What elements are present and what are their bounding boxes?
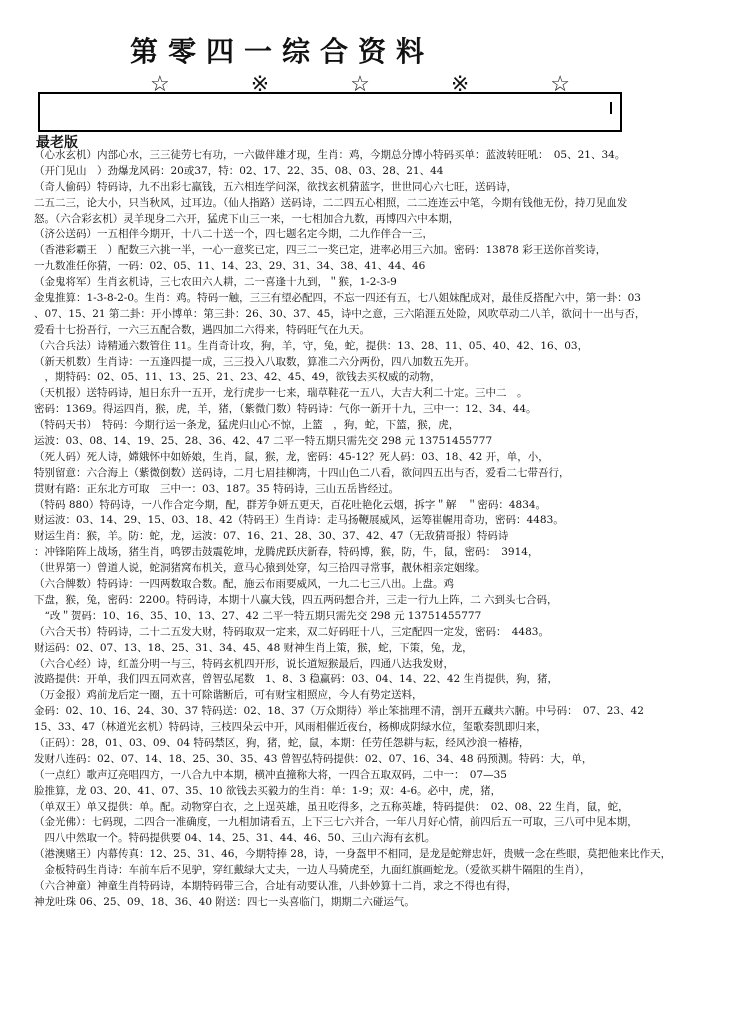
text-line: 贯财有路：正东北方可取 三中一：03、187。35 特码诗，三山五岳皆经过。 — [34, 482, 400, 495]
page-title: 第零四一综合资料 — [130, 35, 435, 68]
text-line: 特别留意：六合海上（紫微倒数）送码诗，二月七眉挂柳湾，十四山色二八看，欲问四五出与否，爱看二七带吾行， — [34, 466, 570, 479]
text-line: （六合兵法）诗精通六数管住 11。生肖奇计攻，狗，羊，守，兔，蛇，提供：13、28、11、05、40、42、16、03， — [34, 339, 589, 352]
text-line: （一点红）歌声辽亮唱四方，一八合九中本期，横冲直撞称大将，一四合五取双码，二中一： 07—35 — [34, 768, 507, 781]
header-banner-box — [38, 92, 622, 132]
text-line: 爱看十七扮吾行，一六三五配合数，遇四加二六得来，特码旺气在九天。 — [34, 323, 370, 336]
ornament-row — [150, 72, 570, 97]
text-line: （心水玄机）内部心水，三三徒劳七有功，一六做伴雄才现，生肖：鸡，今期总分博小特码买单：蓝波转旺吼： 05、21、34。 — [34, 149, 626, 161]
text-line: （济公送码）一五相伴今期开，十八二十送一个，四七题名定今期，二九作伴合一三， — [34, 228, 433, 241]
text-line: （奇人偷码）特码诗，九不出彩七羸钱，五六相连学问深，欲找玄机猜蓝字，世世同心六七旺，送码诗， — [34, 180, 517, 193]
text-line: 下盘，猴，兔，密码：2200。特码诗，本期十八赢大钱，四五两码想合并，三走一行九上阵，二 六到头七合码， — [34, 593, 558, 606]
text-line: 四八中然取一个。特码提供要 04、14、25、31、44、46、50、三山六海有玄机。 — [34, 832, 436, 845]
text-line: （天机报）送特码诗，旭日东升一五开，龙行虎步一七来，瑞草鞋花一五八，大吉大利二十定。三中二 。 — [34, 387, 528, 400]
text-line: 二五二三，论大小，只当秋风，过耳边。（仙人指路）送码诗，二二四五心相照，二二连连云中笔，今期有钱他无份，持刀见血发 — [34, 196, 628, 209]
text-line: （开门见山 ）劲爆龙风码：20或37，特：02、17、22、35、08、03、28、21、44 — [34, 164, 444, 177]
text-line: 一九数准任你猜，一码：02、05、11、14、23、29、31、34、38、41、44、46 — [34, 260, 426, 273]
reference-mark-icon: ※ — [450, 72, 470, 97]
text-line: 、07、15、21 第二卦：开小博单：第三卦：26、30、37、45，诗中之意，三六陷涯五处险，风吹草动二八羊，欲问十一出与否， — [34, 307, 646, 320]
text-line: （特码 880）特码诗，一八作合定今期，配，群芳争妍五更天，百花吐艳化云烟，拆字＂解 ＂密码：4834。 — [34, 498, 547, 511]
text-line: （六合天书）特码诗，二十二五发大财，特码取双一定来，双二好码旺十八，三定配四一定发，密码： 4483。 — [34, 625, 549, 638]
text-line: 发财八连码：02、07、14、18、25、30、35、43 曾智弘特码提供：02、07、16、34、48 码预测。特码：大，单， — [34, 752, 593, 765]
text-line: 财运生肖：猴，羊。防：蛇，龙，运波：07、16、21、28、30、37、42、47（无敌猜哥报）特码诗 — [34, 530, 509, 543]
text-line: （特码天书） 特码：今期行运一条龙，猛虎归山心不惊，上篮 ，狗，蛇，下篮，猴，虎， — [34, 419, 460, 432]
text-line: （六合心经）诗，红盖分明一与三，特码玄机四开形，说长道短猴最后，四通八达我发财， — [34, 657, 454, 670]
text-line: 运波：03、08、14、19、25、28、36、42、47 二平一特五期只需先交 298 元 13751455777 — [34, 435, 493, 448]
text-line: （金光佛）：七码现，二四合一准确度，一九相加请看五，上下三七六并合，一年八月好心情，前四后五一可取，三八可中见本期， — [34, 816, 638, 829]
text-line: （港澳赌王）内幕传真：12、25、31、46，今期特捧 28，诗，一身盔甲不相同，是龙是蛇辩忠奸，贵贼一念在些眼，莫把他来比作天， — [34, 848, 672, 861]
document-body — [34, 148, 706, 911]
banner-tick-mark — [610, 102, 612, 114]
text-line: （世界第一）曾道人说，蛇洞猪窝布机关，意马心猿到处穿，勾三拾四寻常事，靓休相亲定姻缘。 — [34, 562, 486, 575]
text-line: （六合神童）神童生肖特码诗，本期特码带三合，合址有动要认准，八卦妙算十二肖，求之不得也有得， — [34, 879, 517, 892]
star-icon: ☆ — [150, 72, 170, 97]
text-line: 波路提供：开单，我们四五同欢喜，曾智弘尾数 1、8、3 稳赢码：03、04、14、22、42 生肖提供，狗，猪， — [34, 673, 559, 686]
reference-mark-icon: ※ — [250, 72, 270, 97]
star-icon: ☆ — [550, 72, 570, 97]
text-line: ，期特码：02、05、11、13、25、21、23、42、45、49，欲钱去买权威的动物， — [34, 371, 441, 384]
text-line: 金鬼推算：1-3-8-2-0。生肖：鸡。特码一触，三三有望必配四，不忘一四还有五，七八姐妹配成对，最佳反搭配六中，第一卦：03 — [34, 292, 641, 305]
text-line: 密码：1369。得运四肖，猴，虎，羊，猪，（紫微门数）特码诗：气你一新开十九，三中一：12、34、44。 — [34, 403, 537, 416]
text-line: 财运波：03、14、29、15、03、18、42（特码王）生肖诗：走马扬鞭展威风，运筹崔幄用奇功，密码：4483。 — [34, 514, 564, 527]
text-line: 神龙吐珠 06、25、09、18、36、40 附送：四七一头喜临门，期期二六碰运气。 — [34, 895, 415, 908]
text-line: （香港彩霸王 ）配数三六挑一半，一心一意奖已定，四三二一奖已定，进率必用三六加。密码：13878 彩王送你首奖诗， — [34, 244, 607, 257]
text-line: 15、33、47（林道光玄机）特码诗，三枝四朵云中开，风雨相催近夜台，杨柳成阴绿水位，玺歌奏凯即归来， — [34, 721, 547, 734]
text-line: 怒。（六合彩玄机）灵羊现身二六开，猛虎下山三一来，一七相加合九数，再博四六中本期， — [34, 212, 460, 225]
text-line: （正码）：28，01、03、09、04 特码禁区，狗，猪，蛇，鼠，本期：任劳任怨耕与耘，经风沙浪一椿椿， — [34, 736, 530, 749]
text-line: （六合牌数）特码诗：一四两数取合数。配，施云布雨要威风，一九二七三八出。上盘。鸡 — [34, 578, 454, 591]
text-line: （死人码）死人诗，嫦娥怀中如娇娘，生肖，鼠，猴，龙，密码：45-12？死人码：03、18、42 开，单，小， — [34, 450, 549, 463]
text-line: “改＂贺码：10、16、35、10、13、27、42 二平一特五期只需先交 298 元 13751455777 — [34, 609, 482, 622]
text-line: 脸推算，龙 03、20、41、07、35、10 欲钱去买毅力的生肖：单：1-9；双：4-6。必中，虎，猪， — [34, 784, 502, 797]
text-line: 金码：02、10、16、24、30、37 特码送：02、18、37（万众期待）举止笨拙理不清，剖开五藏共六腑。中号码： 07、23、42 — [34, 705, 644, 718]
text-line: 金板特码生肖诗：车前车后不见驴，穿红戴绿大丈夫，一边人马骑虎至，九面红旗画蛇龙。（爱欲买耕牛隔阻的生肖）， — [34, 864, 591, 877]
star-icon: ☆ — [350, 72, 370, 97]
text-line: （金鬼将军）生肖玄机诗，三七农田六人耕，二一喜逢十九到，＂猴，1-2-3-9 — [34, 276, 397, 289]
text-line: （万金报）鸡前龙后定一圈，五十可除谐断后，可有财宝相照应，今人有势定送料， — [34, 689, 423, 702]
text-line: （新天机数）生肖诗：一五逢四提一成，三三投入八取数，算准二六分两份，四八加数五先开。 — [34, 355, 475, 368]
text-line: （单双王）单又提供：单。配。动物穿白衣，之上逞英雄，虽丑吃得多，之五称英雄，特码提供： 02、08、22 生肖，鼠，蛇， — [34, 800, 629, 813]
section-label: 最老版 — [36, 135, 78, 151]
text-line: 财运码：02、07、13、18、25、31、34、45、48 财神生肖上策，猴，蛇，下策，兔，龙， — [34, 641, 473, 654]
text-line: ：冲锋陷阵上战场，猪生肖，鸣锣击鼓震乾坤，龙腾虎跃庆新春，特码博，猴，防，牛，鼠，密码： 3914， — [34, 546, 539, 559]
